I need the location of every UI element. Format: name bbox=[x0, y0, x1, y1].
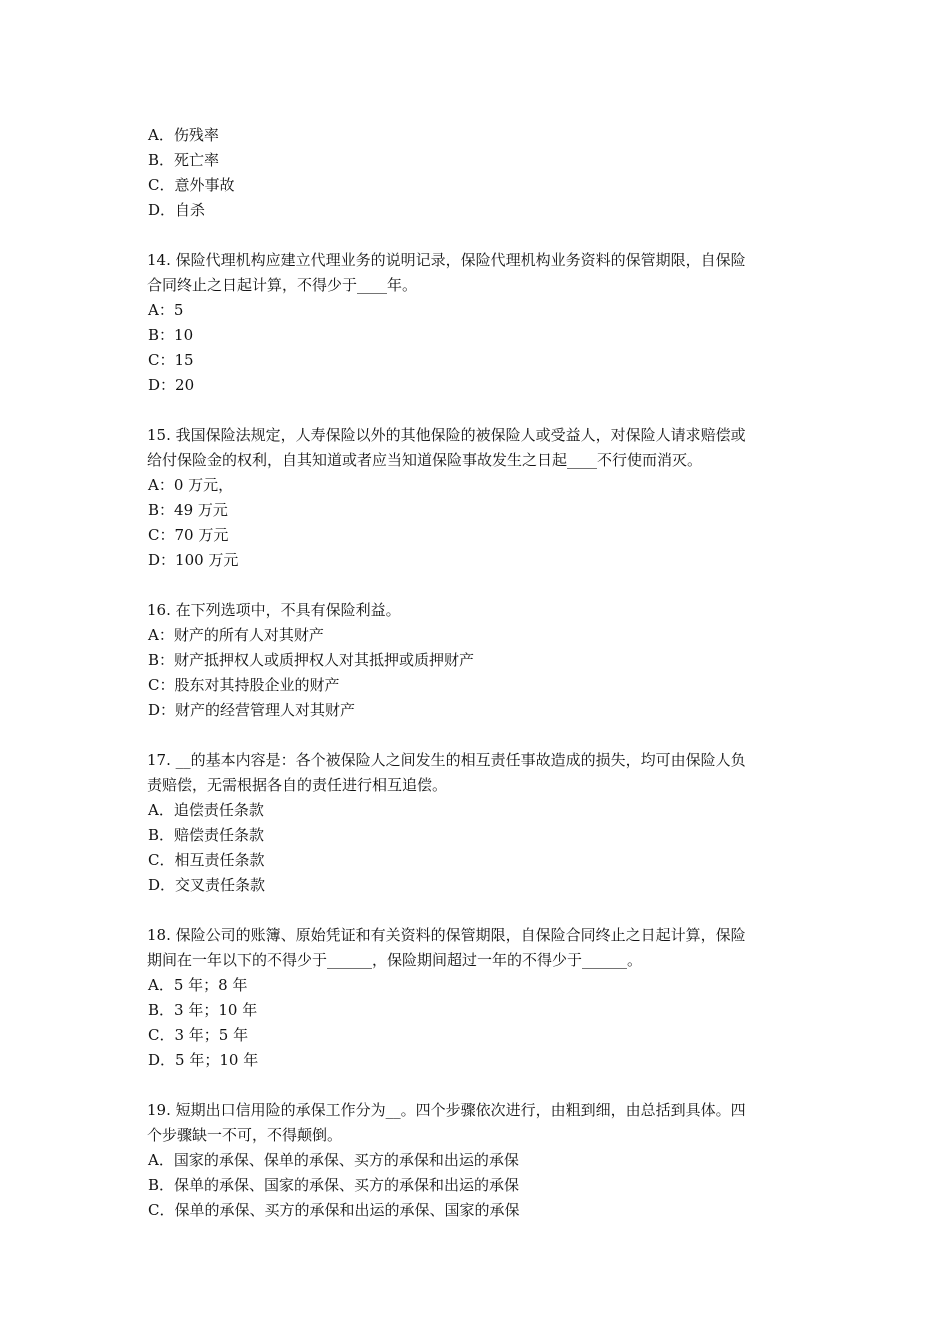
question-17 bbox=[147, 748, 812, 898]
q16-stem-line1: 16. 在下列选项中，不具有保险利益。 bbox=[147, 601, 401, 619]
q17-stem-line2: 责赔偿，无需根据各自的责任进行相互追偿。 bbox=[147, 776, 448, 794]
q13-option-c: C．意外事故 bbox=[148, 176, 235, 194]
q13-option-b: B．死亡率 bbox=[148, 151, 220, 169]
q14-option-a: A：5 bbox=[148, 301, 184, 319]
question-18 bbox=[147, 923, 812, 1073]
spacer bbox=[147, 898, 812, 923]
q18-option-c: C．3 年；5 年 bbox=[148, 1026, 249, 1044]
q14-option-d: D：20 bbox=[148, 376, 195, 394]
q13-option-a: A．伤残率 bbox=[148, 126, 219, 144]
document-page bbox=[147, 123, 812, 1223]
q16-option-b: B：财产抵押权人或质押权人对其抵押或质押财产 bbox=[148, 651, 475, 669]
q19-option-c: C．保单的承保、买方的承保和出运的承保、国家的承保 bbox=[148, 1201, 520, 1219]
question-16 bbox=[147, 598, 812, 723]
q16-option-c: C：股东对其持股企业的财产 bbox=[148, 676, 340, 694]
q15-stem-line1: 15. 我国保险法规定，人寿保险以外的其他保险的被保险人或受益人，对保险人请求赔偿或 bbox=[147, 426, 746, 444]
q19-option-b: B．保单的承保、国家的承保、买方的承保和出运的承保 bbox=[148, 1176, 520, 1194]
q19-option-a: A．国家的承保、保单的承保、买方的承保和出运的承保 bbox=[148, 1151, 519, 1169]
q16-option-a: A：财产的所有人对其财产 bbox=[148, 626, 324, 644]
q14-stem-line2: 合同终止之日起计算，不得少于____年。 bbox=[147, 276, 418, 294]
q13-option-d: D．自杀 bbox=[148, 201, 206, 219]
q17-option-a: A．追偿责任条款 bbox=[148, 801, 264, 819]
q14-option-c: C：15 bbox=[148, 351, 194, 369]
q14-option-b: B：10 bbox=[148, 326, 194, 344]
q18-option-d: D．5 年；10 年 bbox=[148, 1051, 259, 1069]
q18-option-a: A．5 年；8 年 bbox=[148, 976, 248, 994]
spacer bbox=[147, 573, 812, 598]
question-13 bbox=[147, 123, 812, 223]
q17-option-b: B．赔偿责任条款 bbox=[148, 826, 265, 844]
q15-option-d: D：100 万元 bbox=[148, 551, 239, 569]
q16-option-d: D：财产的经营管理人对其财产 bbox=[148, 701, 356, 719]
q17-stem-line1: 17. __的基本内容是：各个被保险人之间发生的相互责任事故造成的损失，均可由保险人负 bbox=[147, 751, 746, 769]
q17-option-d: D．交叉责任条款 bbox=[148, 876, 266, 894]
spacer bbox=[147, 223, 812, 248]
q15-option-c: C：70 万元 bbox=[148, 526, 229, 544]
q18-stem-line2: 期间在一年以下的不得少于______，保险期间超过一年的不得少于______。 bbox=[147, 951, 643, 969]
q15-option-a: A：0 万元， bbox=[148, 476, 234, 494]
q18-option-b: B．3 年；10 年 bbox=[148, 1001, 258, 1019]
question-14 bbox=[147, 248, 812, 398]
question-15 bbox=[147, 423, 812, 573]
q15-option-b: B：49 万元 bbox=[148, 501, 228, 519]
q14-stem-line1: 14. 保险代理机构应建立代理业务的说明记录，保险代理机构业务资料的保管期限，自保险 bbox=[147, 251, 746, 269]
spacer bbox=[147, 1073, 812, 1098]
q19-stem-line2: 个步骤缺一不可，不得颠倒。 bbox=[147, 1126, 343, 1144]
spacer bbox=[147, 723, 812, 748]
q17-option-c: C．相互责任条款 bbox=[148, 851, 265, 869]
q19-stem-line1: 19. 短期出口信用险的承保工作分为__。四个步骤依次进行，由粗到细，由总括到具体。四 bbox=[147, 1101, 746, 1119]
q15-stem-line2: 给付保险金的权利，自其知道或者应当知道保险事故发生之日起____不行使而消灭。 bbox=[147, 451, 703, 469]
question-19 bbox=[147, 1098, 812, 1223]
spacer bbox=[147, 398, 812, 423]
q18-stem-line1: 18. 保险公司的账簿、原始凭证和有关资料的保管期限，自保险合同终止之日起计算，保险 bbox=[147, 926, 746, 944]
